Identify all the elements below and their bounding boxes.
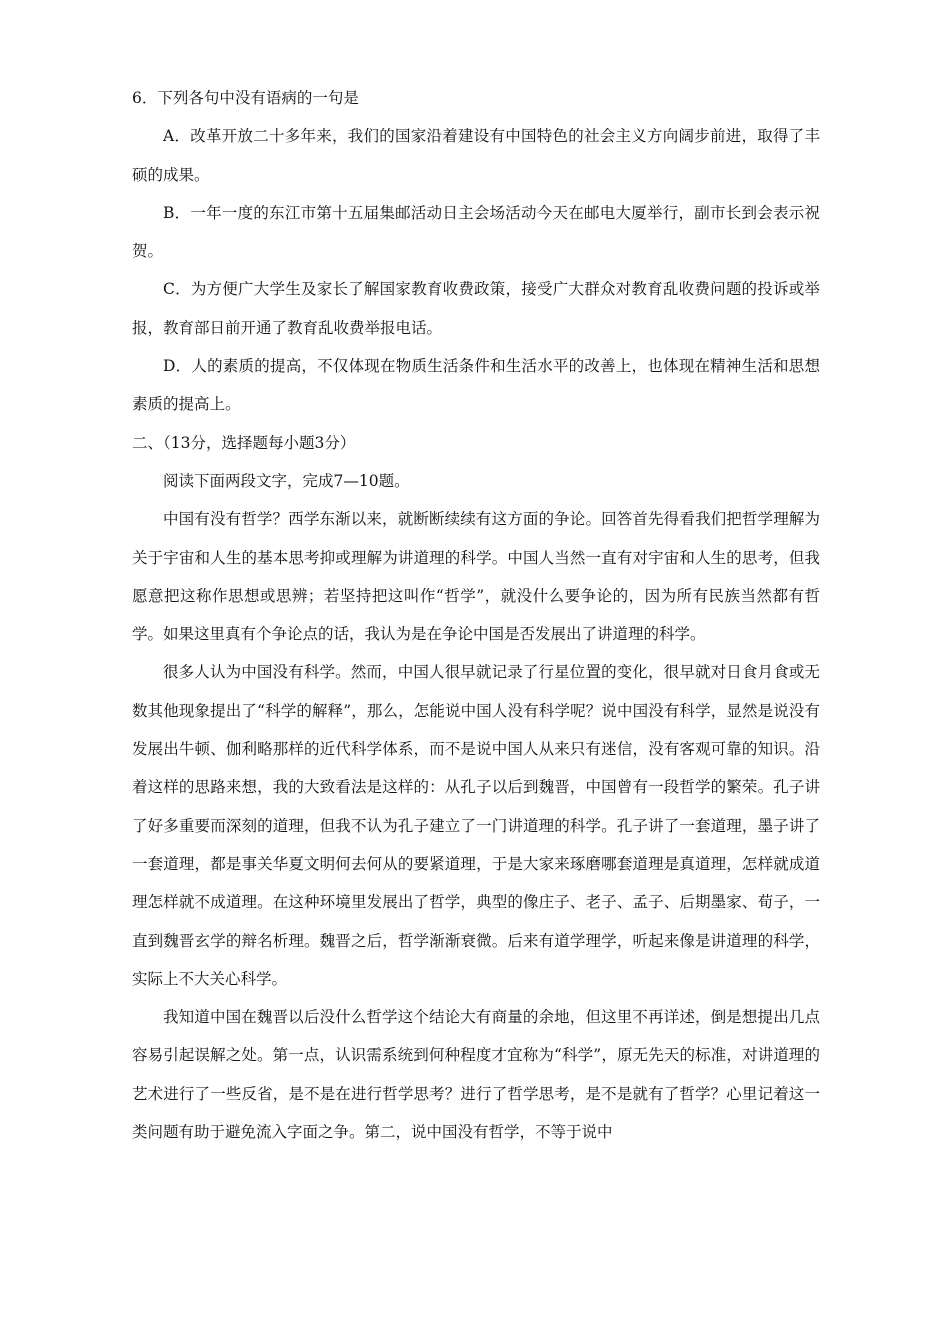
question-6-stem: 6．下列各句中没有语病的一句是: [132, 89, 359, 107]
section-2-heading: 二、（13分，选择题每小题3分）: [132, 433, 356, 452]
page-content: [132, 79, 820, 1151]
passage-paragraph-1: 中国有没有哲学？西学东渐以来，就断断续续有这方面的争论。回答首先得看我们把哲学理解为关于宇宙和人生的基本思考抑或理解为讲道理的科学。中国人当然一直有对宇宙和人生的思考，但我愿意把这称作思想或思辨；若坚持把这叫作“哲学”，就没什么要争论的，因为所有民族当然都有哲学。如果这里真有个争论点的话，我认为是在争论中国是否发展出了讲道理的科学。: [132, 510, 820, 644]
reading-instruction: 阅读下面两段文字，完成7—10题。: [163, 471, 410, 490]
option-b: B．一年一度的东江市第十五届集邮活动日主会场活动今天在邮电大厦举行，副市长到会表示祝贺。: [132, 203, 820, 261]
option-c: C．为方便广大学生及家长了解国家教育收费政策，接受广大群众对教育乱收费问题的投诉或举报，教育部日前开通了教育乱收费举报电话。: [132, 280, 820, 337]
option-d: D．人的素质的提高，不仅体现在物质生活条件和生活水平的改善上，也体现在精神生活和思想素质的提高上。: [132, 357, 820, 414]
option-a: A．改革开放二十多年来，我们的国家沿着建设有中国特色的社会主义方向阔步前进，取得了丰硕的成果。: [132, 127, 820, 184]
passage-paragraph-3: 我知道中国在魏晋以后没什么哲学这个结论大有商量的余地，但这里不再详述，倒是想提出几点容易引起误解之处。第一点，认识需系统到何种程度才宜称为“科学”，原无先天的标准，对讲道理的艺术进行了一些反省，是不是在进行哲学思考？进行了哲学思考，是不是就有了哲学？心里记着这一类问题有助于避免流入字面之争。第二，说中国没有哲学，不等于说中: [132, 1008, 820, 1142]
passage-paragraph-2: 很多人认为中国没有科学。然而，中国人很早就记录了行星位置的变化，很早就对日食月食或无数其他现象提出了“科学的解释”，那么，怎能说中国人没有科学呢？说中国没有科学，显然是说没有发展出牛顿、伽利略那样的近代科学体系，而不是说中国人从来只有迷信，没有客观可靠的知识。沿着这样的思路来想，我的大致看法是这样的：从孔子以后到魏晋，中国曾有一段哲学的繁荣。孔子讲了好多重要而深刻的道理，但我不认为孔子建立了一门讲道理的科学。孔子讲了一套道理，墨子讲了一套道理，都是事关华夏文明何去何从的要紧道理，于是大家来琢磨哪套道理是真道理，怎样就成道理怎样就不成道理。在这种环境里发展出了哲学，典型的像庄子、老子、孟子、后期墨家、荀子，一直到魏晋玄学的辩名析理。魏晋之后，哲学渐渐衰微。后来有道学理学，听起来像是讲道理的科学，实际上不大关心科学。: [132, 663, 820, 988]
